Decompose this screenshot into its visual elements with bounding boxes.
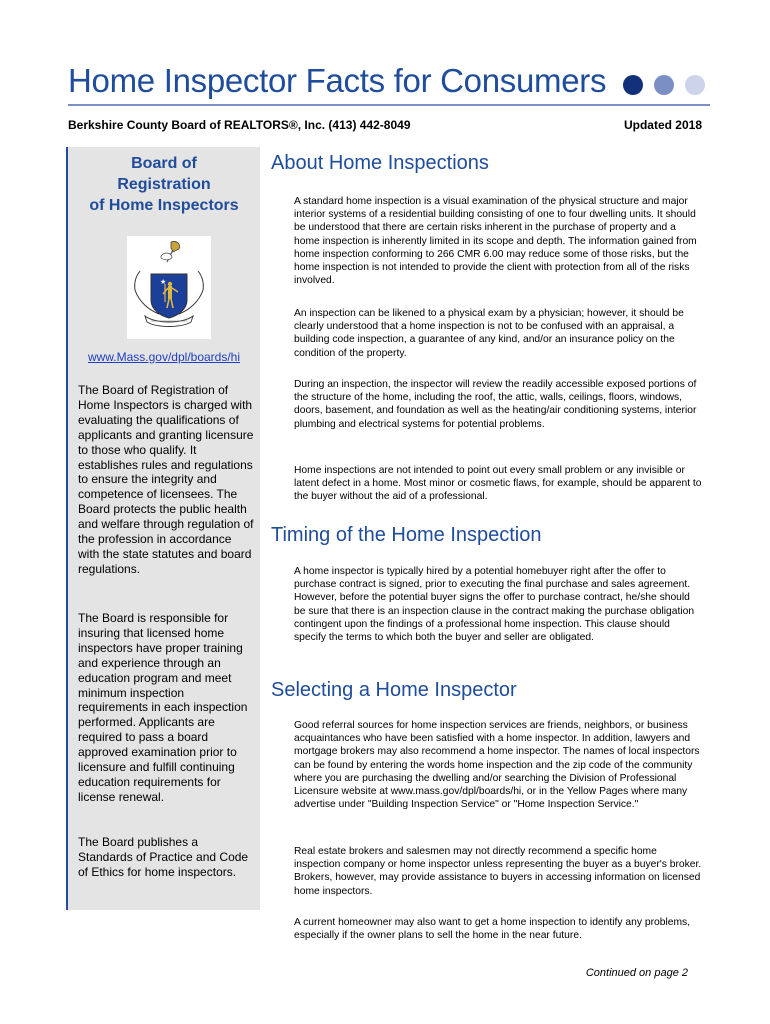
body-paragraph: A standard home inspection is a visual examination of the physical structure and major interior systems of a residential building consisting of one to four dwelling units. It should be understood that there are certain risks inherent in the purchase of property and a home inspection is inherently limited in its scope and depth. The information gained from home inspection conforming to 266 CMR 6.00 may reduce some of those risks, but the home inspection is not intended to provide the client with protection from all of the risks involved. [294, 196, 697, 287]
section-heading-selecting: Selecting a Home Inspector [271, 679, 517, 701]
sidebar-title [68, 153, 260, 216]
decorative-dot-medium [654, 75, 674, 95]
continued-note: Continued on page 2 [585, 967, 688, 979]
title-divider [68, 104, 710, 106]
board-website-link[interactable]: www.Mass.gov/dpl/boards/hi [87, 350, 241, 364]
title-row [68, 56, 710, 104]
updated-date: Updated 2018 [623, 118, 702, 132]
body-paragraph: An inspection can be likened to a physical exam by a physician; however, it should be clearly understood that a home inspection is not to be confused with an appraisal, a building code inspection, a guarantee of any kind, and/or an insurance policy on the condition of the property. [294, 308, 684, 359]
body-paragraph: Home inspections are not intended to point out every small problem or any invisible or latent defect in a home. Most minor or cosmetic flaws, for example, should be apparent to the buyer without the aid of a professional. [294, 465, 702, 503]
sidebar-paragraph: The Board publishes a Standards of Practice and Code of Ethics for home inspectors. [78, 835, 249, 879]
sidebar [66, 147, 260, 910]
body-paragraph: During an inspection, the inspector will review the readily accessible exposed portions of the structure of the home, including the roof, the attic, walls, ceilings, floors, windows, doors, basement, and foundation as well as the heating/air conditioning systems, interior plumbing and electrical systems for potential problems. [294, 379, 697, 430]
section-heading-timing: Timing of the Home Inspection [271, 524, 542, 546]
sidebar-paragraph: The Board is responsible for insuring that licensed home inspectors have proper training and experience through an education program and meet minimum inspection requirements in each inspection performed. Applicants are required to pass a board approved examination prior to licensure and fulfill continuing education requirements for license renewal. [78, 611, 248, 804]
section-heading-about: About Home Inspections [271, 152, 489, 174]
body-paragraph: Real estate brokers and salesmen may not directly recommend a specific home inspection company or home inspector unless representing the buyer as a buyer's broker. Brokers, however, may provide assistance to buyers in accessing information on licensed home inspectors. [294, 846, 702, 897]
decorative-dot-dark [623, 75, 643, 95]
decorative-dot-light [685, 75, 705, 95]
org-contact-line: Berkshire County Board of REALTORS®, Inc. (413) 442-8049 [68, 118, 411, 132]
sidebar-title-line: Board of [131, 155, 197, 172]
sidebar-title-line: of Home Inspectors [89, 197, 239, 214]
sidebar-title-line: Registration [117, 176, 211, 193]
svg-text:★: ★ [160, 278, 167, 286]
body-paragraph: A current homeowner may also want to get a home inspection to identify any problems, especially if the owner plans to sell the home in the near future. [294, 917, 691, 942]
body-paragraph: A home inspector is typically hired by a potential homebuyer right after the offer to purchase contract is signed, prior to executing the final purchase and sales agreement. However, before the potential buyer signs the offer to purchase contract, he/she should be sure that there is an inspection clause in the contract making the purchase obligation contingent upon the findings of a professional home inspection. This clause should specify the terms to which both the buyer and seller are obligated. [294, 566, 695, 644]
body-paragraph: Good referral sources for home inspection services are friends, neighbors, or business acquaintances who have been satisfied with a home inspector. In addition, lawyers and mortgage brokers may also recommend a home inspector. The names of local inspectors can be found by entering the words home inspection and the zip code of the community where you are purchasing the dwelling and/or searching the Division of Professional Licensure website at www.mass.gov/dpl/boards/hi, or in the Yellow Pages where many advertise under "Building Inspection Service" or "Home Inspection Service." [294, 720, 700, 811]
page-title: Home Inspector Facts for Consumers [68, 62, 607, 99]
massachusetts-state-seal-icon [127, 236, 211, 339]
sidebar-paragraph: The Board of Registration of Home Inspectors is charged with evaluating the qualifications of applicants and granting licensure to those who qualify. It establishes rules and regulations to ensure the integrity and competence of licensees. The Board protects the public health and welfare through regulation of the profession in accordance with the state statutes and board regulations. [78, 383, 254, 576]
